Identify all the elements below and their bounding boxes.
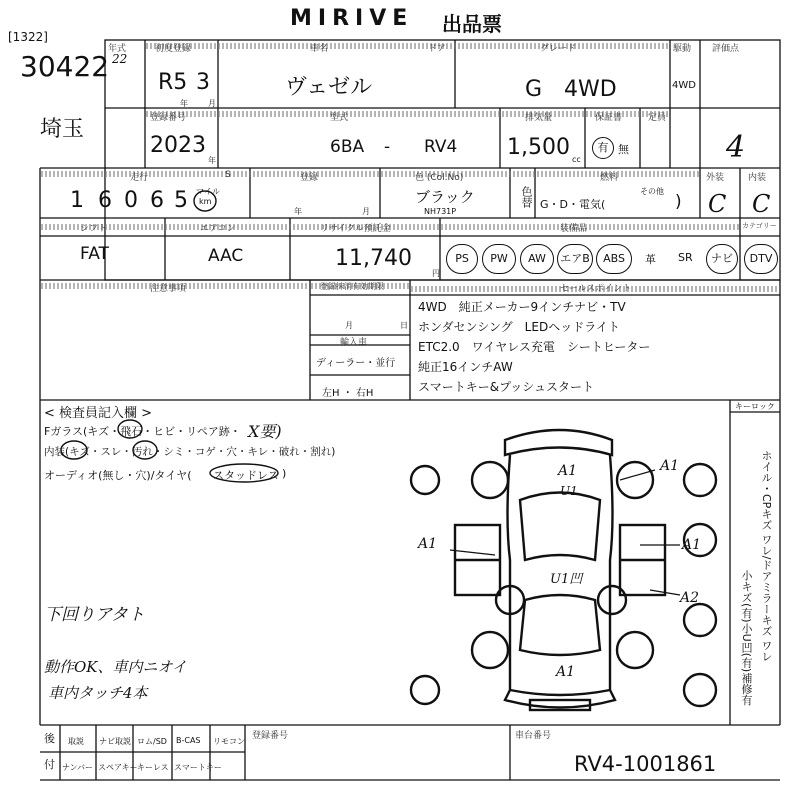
mileage-digit-4: 6: [150, 188, 164, 213]
bottom-c4: B-CAS: [176, 736, 201, 745]
lot-bracket: [1322]: [8, 30, 48, 44]
bottom-d3: キーレス: [137, 763, 169, 772]
hdr-recycle: リサイクル預託金: [320, 224, 391, 234]
inspector-line1-hand: X要): [248, 422, 282, 441]
inspector-title: < 検査員記入欄 >: [44, 406, 153, 421]
prefecture: 埼玉: [40, 117, 85, 142]
hdr-aircon: エアコン: [200, 224, 236, 234]
hdr-type: 型式: [330, 113, 349, 123]
mile-label: マイル: [196, 187, 220, 196]
hdr-color: 色 (Col.No): [415, 173, 464, 183]
import-handle: 左H ・ 右H: [322, 388, 374, 399]
type-dash: -: [384, 137, 391, 157]
note-odor: 動作OK、車内ニオイ: [44, 658, 187, 676]
mark-bonnet: A1: [558, 463, 578, 479]
mark-front-right: A1: [660, 458, 680, 474]
hdr-dealer: 定員: [648, 113, 667, 123]
bottom-c5: リモコン: [213, 737, 245, 746]
side-legend-1: ホイル・CPキズ ワレ/ドアミラーキズ ワレ: [760, 450, 773, 663]
capacity-unit: cc: [572, 155, 581, 164]
mark-rear: A1: [556, 664, 576, 680]
hdr-reg-expiry: 登録抹消有効期限: [320, 282, 384, 291]
hdr-year: 年式: [108, 44, 127, 54]
bottom-c3: ロム/SD: [137, 737, 167, 746]
reg-month-suffix: 月: [362, 207, 370, 216]
hdr-equipment: 装備品: [560, 224, 588, 234]
fuel-close: ): [675, 192, 682, 212]
type-b: RV4: [424, 137, 458, 157]
mark-left-door: A1: [418, 536, 438, 552]
hdr-import: 輸入車: [340, 338, 368, 348]
mileage-digit-5: 5: [174, 188, 188, 213]
grade-value: G 4WD: [525, 77, 617, 102]
month-suffix: 月: [208, 99, 216, 108]
inspector-tyre: スタッドレス: [213, 469, 279, 482]
doc-title: 出品票: [442, 12, 502, 36]
color-change: 色替: [520, 186, 533, 208]
equip-sr: SR: [678, 251, 693, 264]
import-dealer: ディーラー・並行: [316, 358, 396, 369]
mileage-digit-2: 6: [98, 188, 112, 213]
km-label: km: [199, 197, 212, 206]
reg-year-suffix: 年: [294, 207, 302, 216]
sales-point-1: 4WD 純正メーカー9インチナビ・TV: [418, 300, 626, 314]
note-touch: 車内タッチ4本: [48, 684, 148, 702]
hdr-car-name: 車名: [310, 44, 329, 54]
exterior-grade: C: [708, 190, 727, 218]
hdr-reg-no: 登録番号: [150, 113, 187, 123]
rating-value: 4: [726, 130, 746, 165]
fuel-other: その他: [640, 187, 664, 196]
warranty-yes: 有: [592, 137, 614, 159]
equip-pw: PW: [482, 244, 516, 274]
color-name: ブラック: [415, 188, 475, 206]
mileage-digit-3: 0: [124, 188, 138, 213]
sales-point-4: 純正16インチAW: [418, 360, 513, 374]
hdr-sales-point: セールスポイント: [560, 284, 632, 294]
bottom-c1: 取説: [68, 737, 84, 746]
inspector-line1: Fガラス(キズ・飛石・ヒビ・リペア跡・: [44, 425, 241, 438]
inspector-line2: 内装(キズ・スレ・汚れ・シミ・コゲ・穴・キレ・破れ・割れ): [44, 446, 336, 458]
hdr-warranty: 保証書: [595, 113, 623, 123]
capacity-value: 1,500: [507, 135, 570, 160]
inspector-line3-close: ): [282, 467, 287, 480]
sales-point-2: ホンダセンシング LEDヘッドライト: [418, 320, 620, 334]
expiry-month: 月: [345, 321, 353, 330]
mark-right-door: A1: [682, 537, 702, 553]
mark-rear-right: A2: [680, 590, 700, 606]
car-name: ヴェゼル: [285, 75, 373, 100]
hdr-exterior: 外装: [706, 173, 725, 183]
sales-point-3: ETC2.0 ワイヤレス充電 シートヒーター: [418, 340, 651, 354]
hdr-frame-no: 車台番号: [515, 731, 552, 741]
hdr-keylock: キーロック: [735, 402, 775, 411]
bottom-d4: スマートキー: [174, 763, 222, 772]
inspector-line3: オーディオ(無し・穴)/タイヤ(: [44, 469, 192, 482]
reg-month: 3: [196, 70, 210, 95]
hdr-notes: 注意事項: [150, 284, 187, 294]
warranty-no: 無: [618, 143, 629, 156]
drive-value: 4WD: [672, 80, 696, 91]
shift-value: FAT: [80, 244, 109, 264]
type-a: 6BA: [330, 137, 365, 157]
expiry-day: 日: [400, 321, 408, 330]
color-code: NH731P: [424, 207, 457, 216]
mark-bonnet-u: U1: [560, 484, 578, 498]
hdr-door: ドア: [428, 44, 446, 54]
lot-number: 30422: [20, 50, 110, 83]
fuel-value: G・D・電気(: [540, 198, 606, 211]
equip-leather: 革: [645, 253, 656, 266]
hdr-registration-no: 登録番号: [252, 731, 289, 741]
mileage-digit-1: 1: [70, 188, 84, 213]
frame-number: RV4-1001861: [574, 752, 717, 776]
year-suffix: 年: [180, 99, 188, 108]
recycle-yen: 円: [432, 269, 440, 278]
hdr-interior: 内装: [748, 173, 767, 183]
hdr-mileage: 走行: [130, 173, 149, 183]
hdr-first-reg: 初度登録: [155, 44, 192, 54]
equip-aw: AW: [520, 244, 554, 274]
equip-abs: ABS: [596, 244, 632, 274]
hdr-rating: 評価点: [712, 44, 740, 54]
equip-airbag: エアB: [557, 244, 593, 274]
aircon-value: AAC: [208, 246, 244, 266]
equip-dtv: DTV: [744, 244, 778, 274]
bottom-d2: スペアキー: [98, 763, 138, 772]
equip-navi: ナビ: [706, 244, 738, 274]
era-year: R5: [158, 70, 188, 95]
interior-grade: C: [752, 190, 771, 218]
note-underbody: 下回りアタト: [44, 605, 145, 625]
hdr-grade: グレード: [540, 44, 577, 54]
hdr-s: S: [225, 170, 231, 180]
equip-ps: PS: [446, 244, 478, 274]
model-year: 2023: [150, 133, 206, 158]
hdr-category: カテゴリー: [742, 222, 777, 230]
hdr-shift: シフト: [80, 224, 108, 234]
bottom-r2: 付: [44, 758, 55, 771]
brand-title: MIRIVE: [290, 6, 414, 31]
side-legend-2: 小キズ(有)小U凹(有)補修有: [740, 570, 753, 706]
bottom-c2: ナビ取説: [99, 737, 131, 746]
hdr-reg: 登録: [300, 173, 319, 183]
model-year-suffix: 年: [208, 156, 216, 165]
hdr-capacity: 排気量: [525, 113, 553, 123]
mark-roof: U1凹: [550, 572, 583, 587]
lot-hand-year: 22: [112, 52, 128, 66]
bottom-d1: ナンバー: [62, 763, 94, 772]
sales-point-5: スマートキー&プッシュスタート: [418, 380, 595, 394]
hdr-drive: 駆動: [673, 44, 692, 54]
hdr-fuel: 燃料: [600, 173, 619, 183]
recycle-value: 11,740: [335, 246, 412, 271]
bottom-r1: 後: [44, 732, 55, 745]
